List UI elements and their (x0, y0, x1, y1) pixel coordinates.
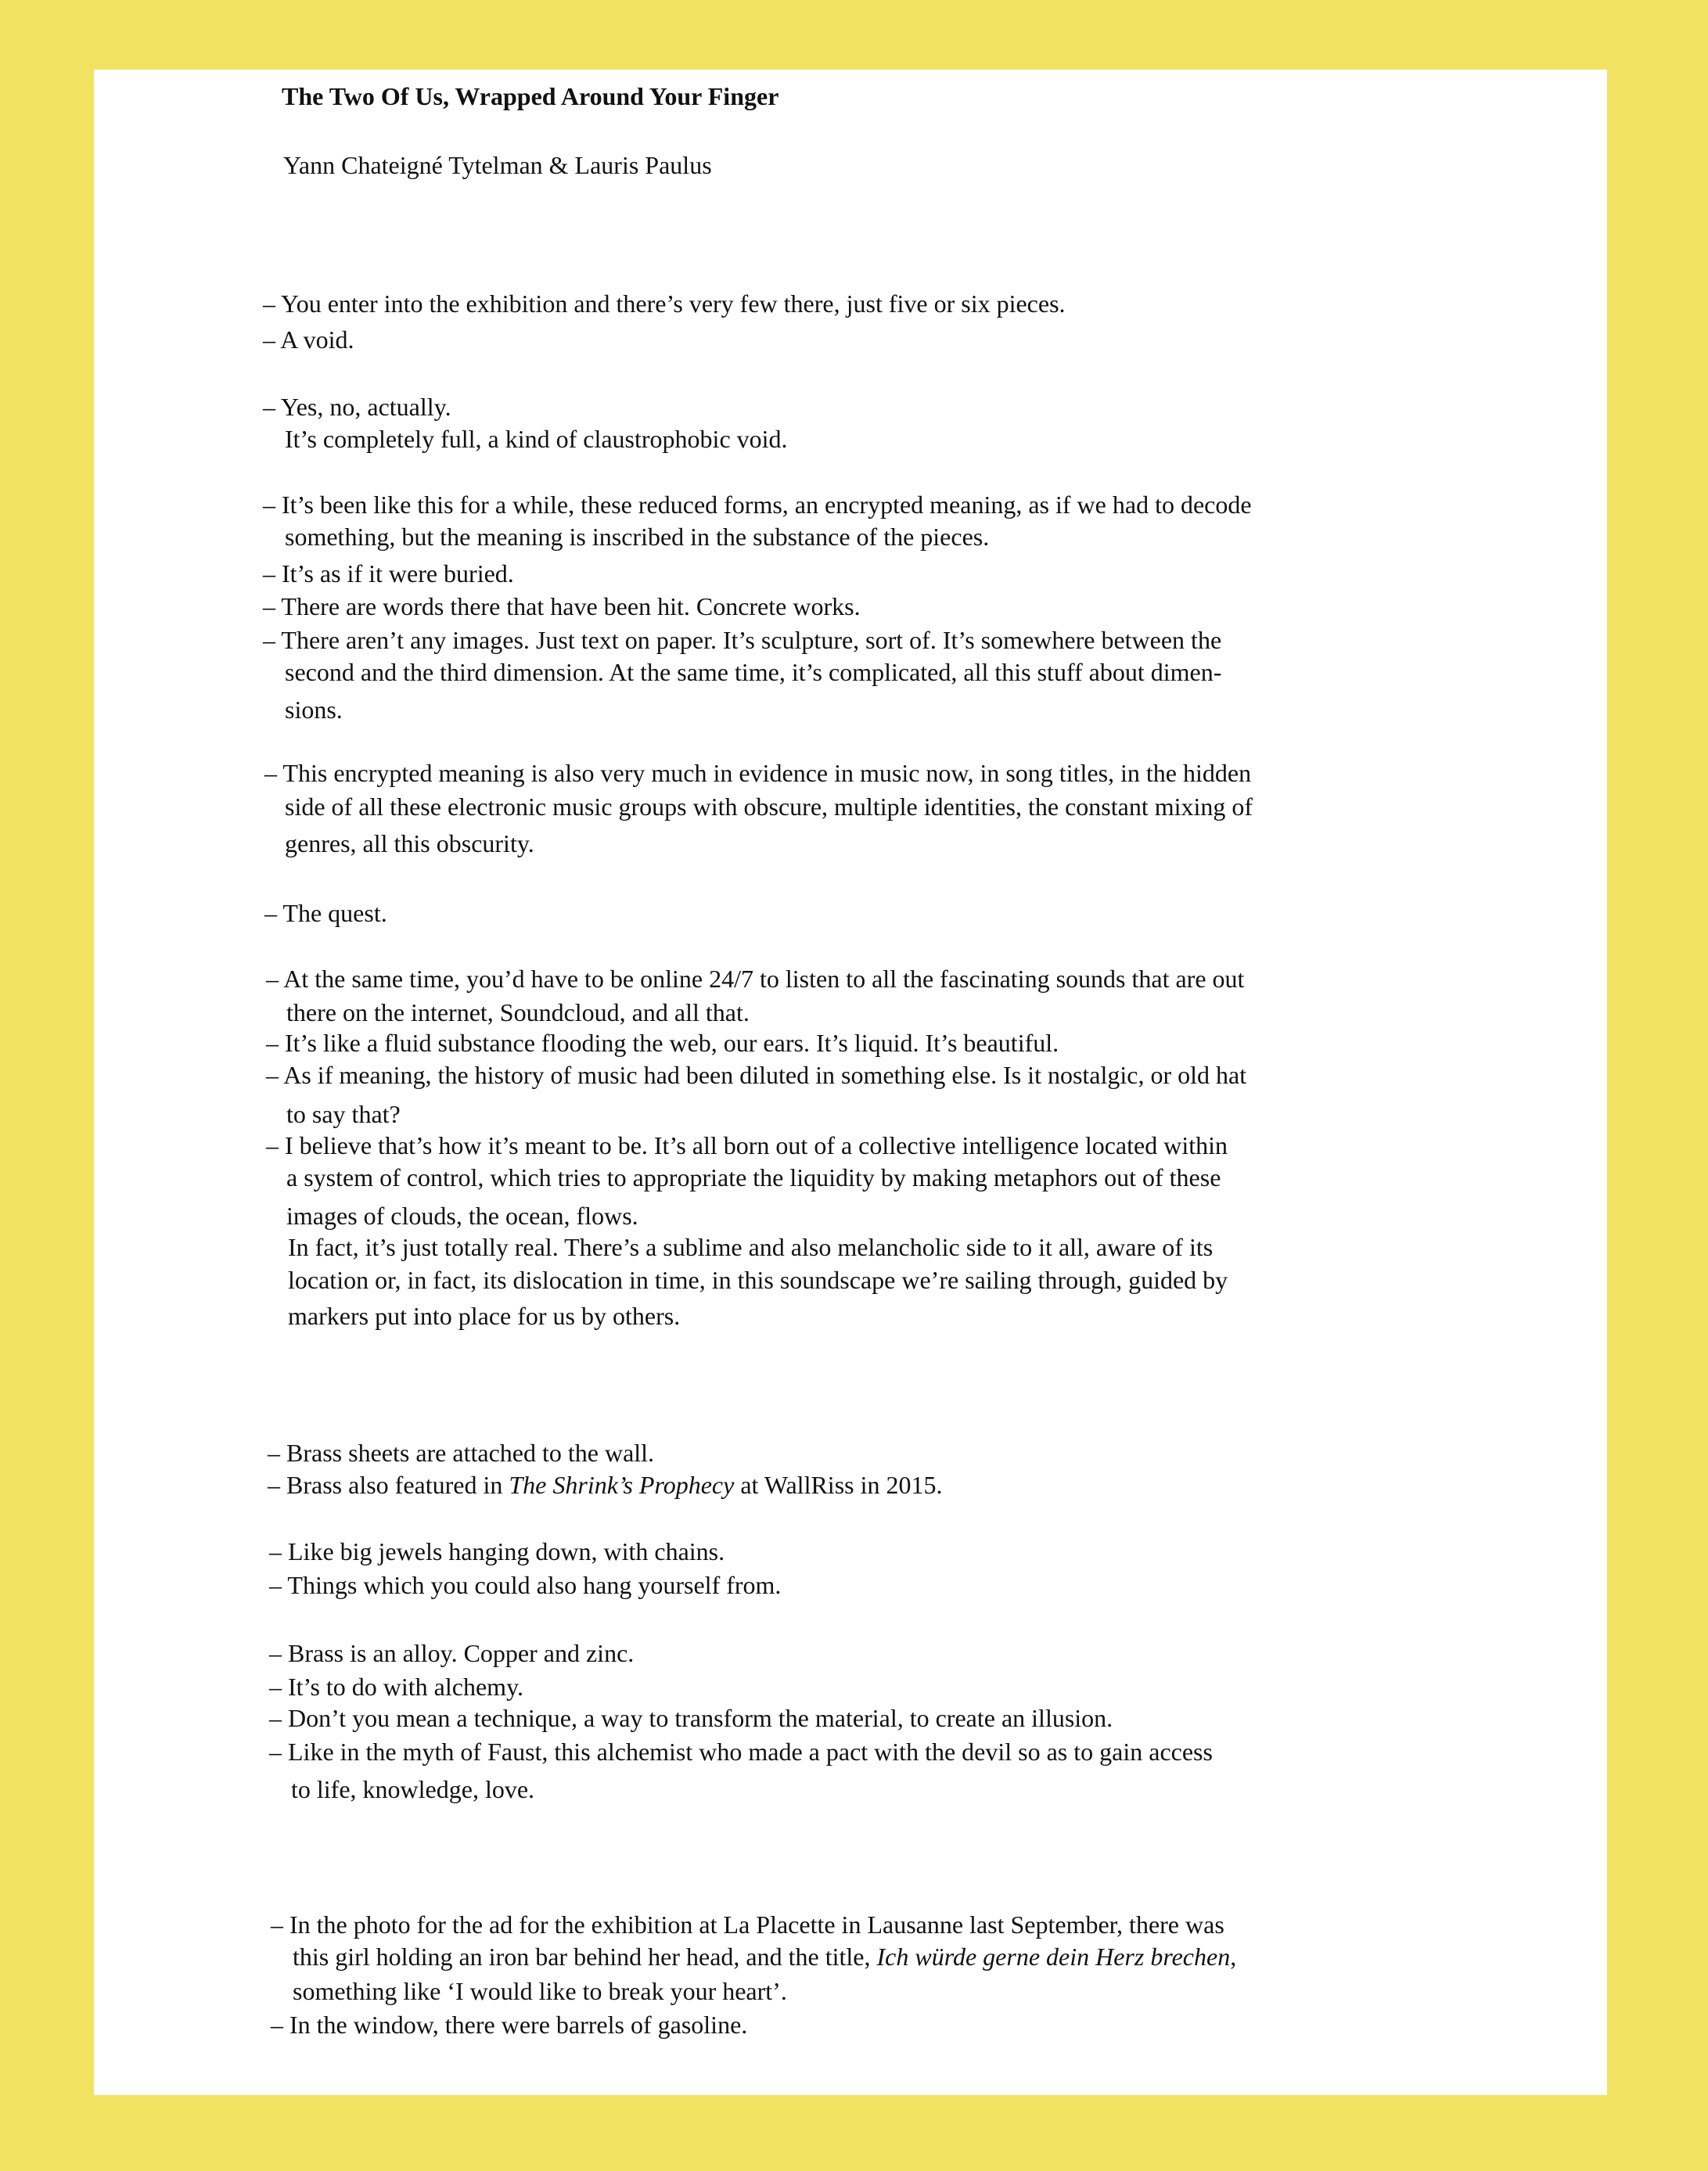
text-line: – This encrypted meaning is also very much in evidence in music now, in song titles, in the hidden (264, 759, 1252, 787)
text-segment: at WallRiss in 2015. (734, 1471, 943, 1499)
text-segment: – Brass also featured in (268, 1471, 509, 1499)
text-line: to life, knowledge, love. (291, 1775, 535, 1803)
text-line: – It’s like a fluid substance flooding the web, our ears. It’s liquid. It’s beautiful. (266, 1029, 1059, 1057)
text-line: something, but the meaning is inscribed in the substance of the pieces. (285, 523, 990, 551)
text-segment: this girl holding an iron bar behind her head, and the title, (293, 1943, 877, 1971)
exhibition-title: Ich würde gerne dein Herz brechen (876, 1943, 1231, 1971)
text-line: – I believe that’s how it’s meant to be. It’s all born out of a collective intelligence located within (266, 1131, 1228, 1159)
text-line: second and the third dimension. At the same time, it’s complicated, all this stuff about dimen- (285, 658, 1222, 686)
document-authors: Yann Chateigné Tytelman & Lauris Paulus (283, 151, 712, 179)
artwork-title: The Shrink’s Prophecy (509, 1471, 735, 1499)
text-line: In fact, it’s just totally real. There’s a sublime and also melancholic side to it all, aware of its (288, 1233, 1214, 1261)
text-line: location or, in fact, its dislocation in time, in this soundscape we’re sailing through, guided by (288, 1266, 1228, 1294)
text-line: – As if meaning, the history of music had been diluted in something else. Is it nostalgic, or old hat (266, 1061, 1247, 1089)
text-line-with-title (268, 1469, 942, 1501)
text-line: – Like in the myth of Faust, this alchemist who made a pact with the devil so as to gain access (269, 1738, 1213, 1766)
text-line: there on the internet, Soundcloud, and all that. (286, 998, 750, 1026)
text-line: – There are words there that have been hit. Concrete works. (263, 592, 861, 620)
text-line: a system of control, which tries to appropriate the liquidity by making metaphors out of these (286, 1163, 1221, 1192)
text-line: – The quest. (264, 899, 387, 927)
text-line: – There aren’t any images. Just text on paper. It’s sculpture, sort of. It’s somewhere between the (263, 626, 1222, 654)
document-title: The Two Of Us, Wrapped Around Your Finger (282, 82, 779, 110)
text-line: – Brass sheets are attached to the wall. (268, 1439, 655, 1467)
text-line: – At the same time, you’d have to be online 24/7 to listen to all the fascinating sounds that are out (266, 965, 1245, 993)
text-line: – It’s to do with alchemy. (269, 1673, 523, 1701)
text-line: It’s completely full, a kind of claustrophobic void. (285, 425, 788, 453)
text-line: images of clouds, the ocean, flows. (286, 1202, 638, 1230)
text-line: markers put into place for us by others. (288, 1302, 681, 1330)
text-line: – In the photo for the ad for the exhibition at La Placette in Lausanne last September, there was (271, 1910, 1224, 1939)
text-line: – It’s been like this for a while, these reduced forms, an encrypted meaning, as if we had to decode (263, 491, 1252, 519)
text-line-with-title (293, 1941, 1236, 1972)
text-line: genres, all this obscurity. (285, 829, 534, 857)
text-line: – A void. (263, 325, 354, 354)
text-line: – In the window, there were barrels of gasoline. (271, 2011, 748, 2039)
text-line: something like ‘I would like to break your heart’. (293, 1977, 787, 2005)
text-line: – Yes, no, actually. (263, 393, 451, 421)
text-line: side of all these electronic music groups with obscure, multiple identities, the constant mixing of (285, 793, 1253, 821)
text-line: – Like big jewels hanging down, with chains. (269, 1537, 725, 1565)
text-line: sions. (285, 696, 343, 724)
text-line: – Don’t you mean a technique, a way to transform the material, to create an illusion. (269, 1704, 1113, 1732)
text-line: – It’s as if it were buried. (263, 559, 514, 588)
text-line: – Things which you could also hang yourself from. (269, 1571, 782, 1599)
text-line: to say that? (286, 1100, 401, 1128)
text-line: – You enter into the exhibition and there’s very few there, just five or six pieces. (263, 289, 1066, 318)
text-segment: , (1230, 1943, 1237, 1971)
text-line: – Brass is an alloy. Copper and zinc. (269, 1639, 635, 1667)
